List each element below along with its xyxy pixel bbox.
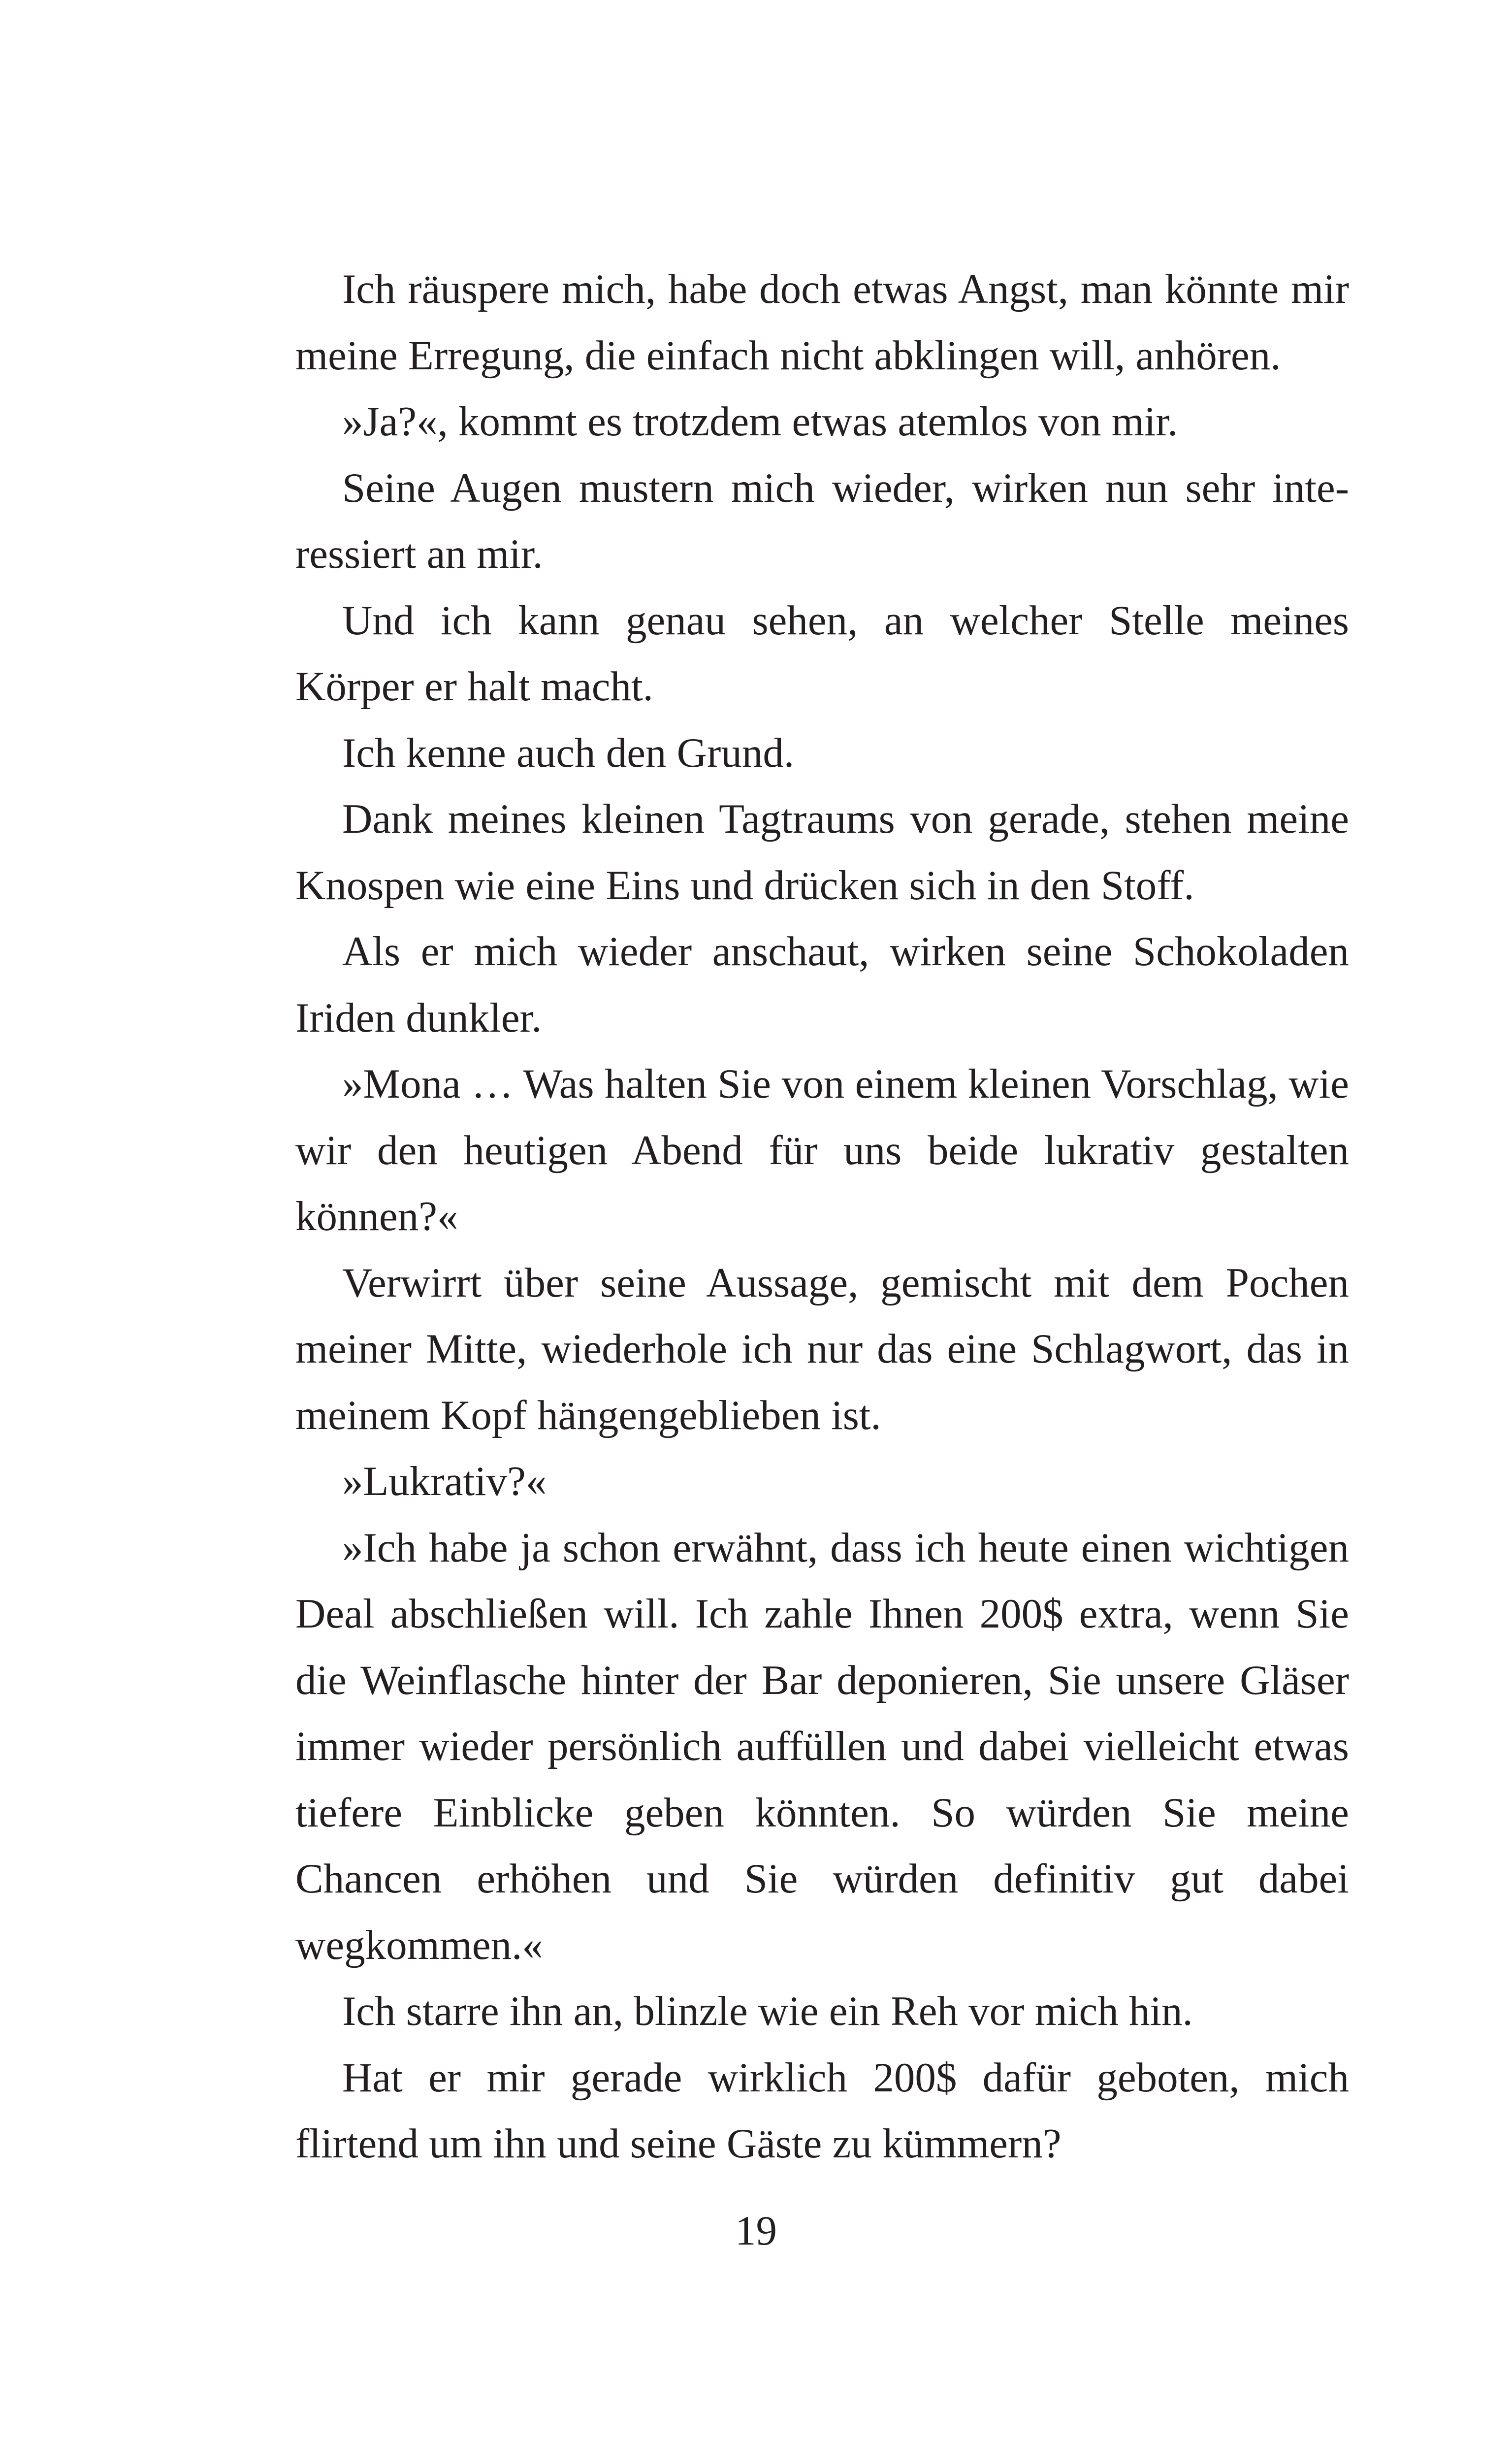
- paragraph: Ich kenne auch den Grund.: [342, 729, 795, 776]
- paragraph: »Mona … Was halten Sie von einem kleinen Vorschlag, wie wir den heutigen Abend für uns beide lukrativ gestalten können?«: [295, 1061, 1349, 1239]
- paragraph: Hat er mir gerade wirklich 200$ dafür geboten, mich flirtend um ihn und seine Gäste zu kümmern?: [295, 2054, 1349, 2167]
- paragraph: Verwirrt über seine Aussage, gemischt mit dem Pochen meiner Mitte, wiederhole ich nur das eine Schlagwort, das in meinem Kopf hängengeblieben ist.: [295, 1259, 1349, 1438]
- body-text: [295, 256, 1349, 2177]
- page-number: 19: [735, 2208, 777, 2254]
- paragraph: »Ja?«, kommt es trotzdem etwas atemlos von mir.: [342, 398, 1178, 445]
- paragraph: Ich räuspere mich, habe doch etwas Angst, man könnte mir meine Erregung, die einfach nicht abklingen will, anhören.: [295, 266, 1349, 379]
- paragraph: Und ich kann genau sehen, an welcher Stelle meines Körper er halt macht.: [295, 597, 1349, 710]
- paragraph: Ich starre ihn an, blinzle wie ein Reh vor mich hin.: [342, 1988, 1193, 2034]
- paragraph: »Ich habe ja schon erwähnt, dass ich heute einen wichtigen Deal abschließen will. Ich zahle Ihnen 200$ extra, wenn Sie die Weinflasche hinter der Bar deponieren, Sie unsere Gläser immer wieder persönlich auffüllen und dabei vielleicht etwas tiefere Einblicke geben könnten. So würden Sie meine Chancen erhöhen und Sie würden definitiv gut dabei wegkommen.«: [295, 1524, 1349, 1968]
- paragraph: Dank meines kleinen Tagtraums von gerade, stehen meine Knospen wie eine Eins und drücken sich in den Stoff.: [295, 796, 1349, 909]
- paragraph: Als er mich wieder anschaut, wirken seine Schokoladen Iriden dunkler.: [295, 928, 1349, 1041]
- paragraph: Seine Augen mustern mich wieder, wirken nun sehr interessiert an mir.: [295, 464, 1349, 577]
- paragraph: »Lukrativ?«: [342, 1458, 547, 1504]
